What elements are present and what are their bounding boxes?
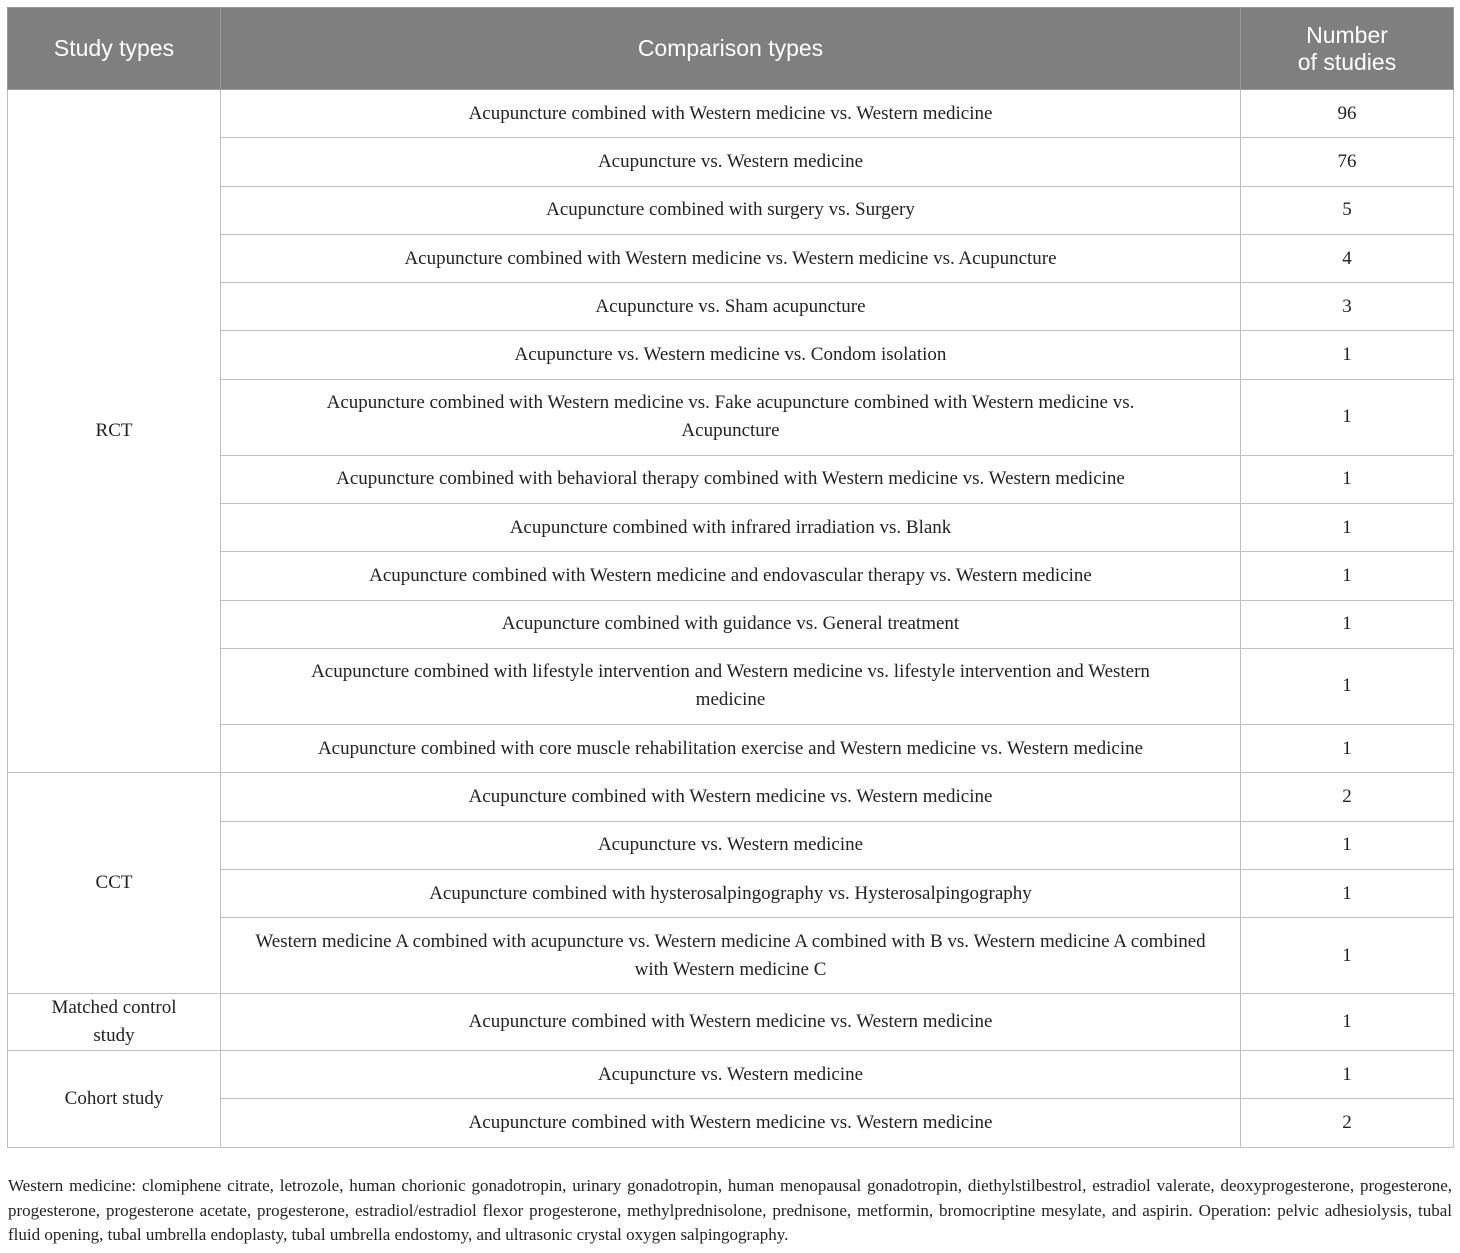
comparison-cell: Acupuncture combined with lifestyle intervention and Western medicine vs. lifestyle intervention and Western medicine <box>221 648 1241 724</box>
count-cell: 2 <box>1241 773 1454 821</box>
table-row <box>8 379 1454 455</box>
studies-table <box>7 7 1454 1148</box>
table-row <box>8 283 1454 331</box>
header-number-line2: of studies <box>1297 48 1397 75</box>
count-cell: 3 <box>1241 283 1454 331</box>
table-row <box>8 648 1454 724</box>
table-row <box>8 138 1454 186</box>
comparison-cell: Acupuncture combined with Western medicine vs. Western medicine <box>221 773 1241 821</box>
comparison-cell: Western medicine A combined with acupuncture vs. Western medicine A combined with B vs. Western medicine A combined with Western medicine C <box>221 918 1241 994</box>
table-row <box>8 186 1454 234</box>
comparison-cell: Acupuncture combined with core muscle rehabilitation exercise and Western medicine vs. Western medicine <box>221 724 1241 772</box>
table-row <box>8 1051 1454 1099</box>
comparison-cell: Acupuncture combined with Western medicine and endovascular therapy vs. Western medicine <box>221 552 1241 600</box>
count-cell: 1 <box>1241 379 1454 455</box>
table-row <box>8 455 1454 503</box>
count-cell: 1 <box>1241 600 1454 648</box>
table-row <box>8 600 1454 648</box>
comparison-cell: Acupuncture combined with Western medicine vs. Western medicine <box>221 90 1241 138</box>
header-comparison-types: Comparison types <box>221 8 1241 90</box>
table-row <box>8 821 1454 869</box>
count-cell: 1 <box>1241 504 1454 552</box>
table-body <box>8 90 1454 1148</box>
study-type-cell: Cohort study <box>8 1051 221 1148</box>
comparison-cell: Acupuncture combined with Western medicine vs. Western medicine vs. Acupuncture <box>221 234 1241 282</box>
count-cell: 4 <box>1241 234 1454 282</box>
table-row <box>8 869 1454 917</box>
header-study-types: Study types <box>8 8 221 90</box>
comparison-cell: Acupuncture combined with Western medicine vs. Western medicine <box>221 1099 1241 1147</box>
study-type-cell: RCT <box>8 90 221 773</box>
count-cell: 1 <box>1241 552 1454 600</box>
count-cell: 2 <box>1241 1099 1454 1147</box>
count-cell: 1 <box>1241 648 1454 724</box>
comparison-cell: Acupuncture combined with behavioral therapy combined with Western medicine vs. Western medicine <box>221 455 1241 503</box>
table-row <box>8 994 1454 1051</box>
count-cell: 1 <box>1241 994 1454 1051</box>
comparison-cell: Acupuncture combined with hysterosalpingography vs. Hysterosalpingography <box>221 869 1241 917</box>
count-cell: 5 <box>1241 186 1454 234</box>
count-cell: 96 <box>1241 90 1454 138</box>
comparison-cell: Acupuncture vs. Western medicine <box>221 821 1241 869</box>
table-row <box>8 552 1454 600</box>
study-type-cell: CCT <box>8 773 221 994</box>
table-row <box>8 1099 1454 1147</box>
count-cell: 1 <box>1241 724 1454 772</box>
comparison-cell: Acupuncture vs. Western medicine vs. Condom isolation <box>221 331 1241 379</box>
table-row <box>8 90 1454 138</box>
header-row <box>8 8 1454 90</box>
comparison-cell: Acupuncture combined with surgery vs. Surgery <box>221 186 1241 234</box>
comparison-cell: Acupuncture vs. Sham acupuncture <box>221 283 1241 331</box>
comparison-cell: Acupuncture vs. Western medicine <box>221 1051 1241 1099</box>
count-cell: 1 <box>1241 455 1454 503</box>
comparison-cell: Acupuncture vs. Western medicine <box>221 138 1241 186</box>
study-type-cell: Matched control study <box>8 994 221 1051</box>
table-row <box>8 234 1454 282</box>
table-row <box>8 918 1454 994</box>
table-row <box>8 504 1454 552</box>
count-cell: 1 <box>1241 918 1454 994</box>
count-cell: 1 <box>1241 1051 1454 1099</box>
count-cell: 1 <box>1241 821 1454 869</box>
header-number-line1: Number <box>1306 21 1388 48</box>
table-row <box>8 331 1454 379</box>
comparison-cell: Acupuncture combined with Western medicine vs. Fake acupuncture combined with Western medicine vs. Acupuncture <box>221 379 1241 455</box>
count-cell: 1 <box>1241 331 1454 379</box>
count-cell: 1 <box>1241 869 1454 917</box>
header-number-of-studies <box>1241 8 1454 90</box>
comparison-cell: Acupuncture combined with infrared irradiation vs. Blank <box>221 504 1241 552</box>
comparison-cell: Acupuncture combined with Western medicine vs. Western medicine <box>221 994 1241 1051</box>
table-footnote: Western medicine: clomiphene citrate, letrozole, human chorionic gonadotropin, urinary gonadotropin, human menopausal gonadotropin, diethylstilbestrol, estradiol valerate, deoxyprogesterone, progesterone, progesterone, progesterone acetate, progesterone, estradiol/estradiol flexor progesterone, methylprednisolone, prednisone, metformin, bromocriptine mesylate, and aspirin. Operation: pelvic adhesiolysis, tubal fluid opening, tubal umbrella endoplasty, tubal umbrella endostomy, and ultrasonic crystal oxygen salpingography. <box>8 1176 1452 1244</box>
count-cell: 76 <box>1241 138 1454 186</box>
table-row <box>8 724 1454 772</box>
table-row <box>8 773 1454 821</box>
comparison-cell: Acupuncture combined with guidance vs. General treatment <box>221 600 1241 648</box>
